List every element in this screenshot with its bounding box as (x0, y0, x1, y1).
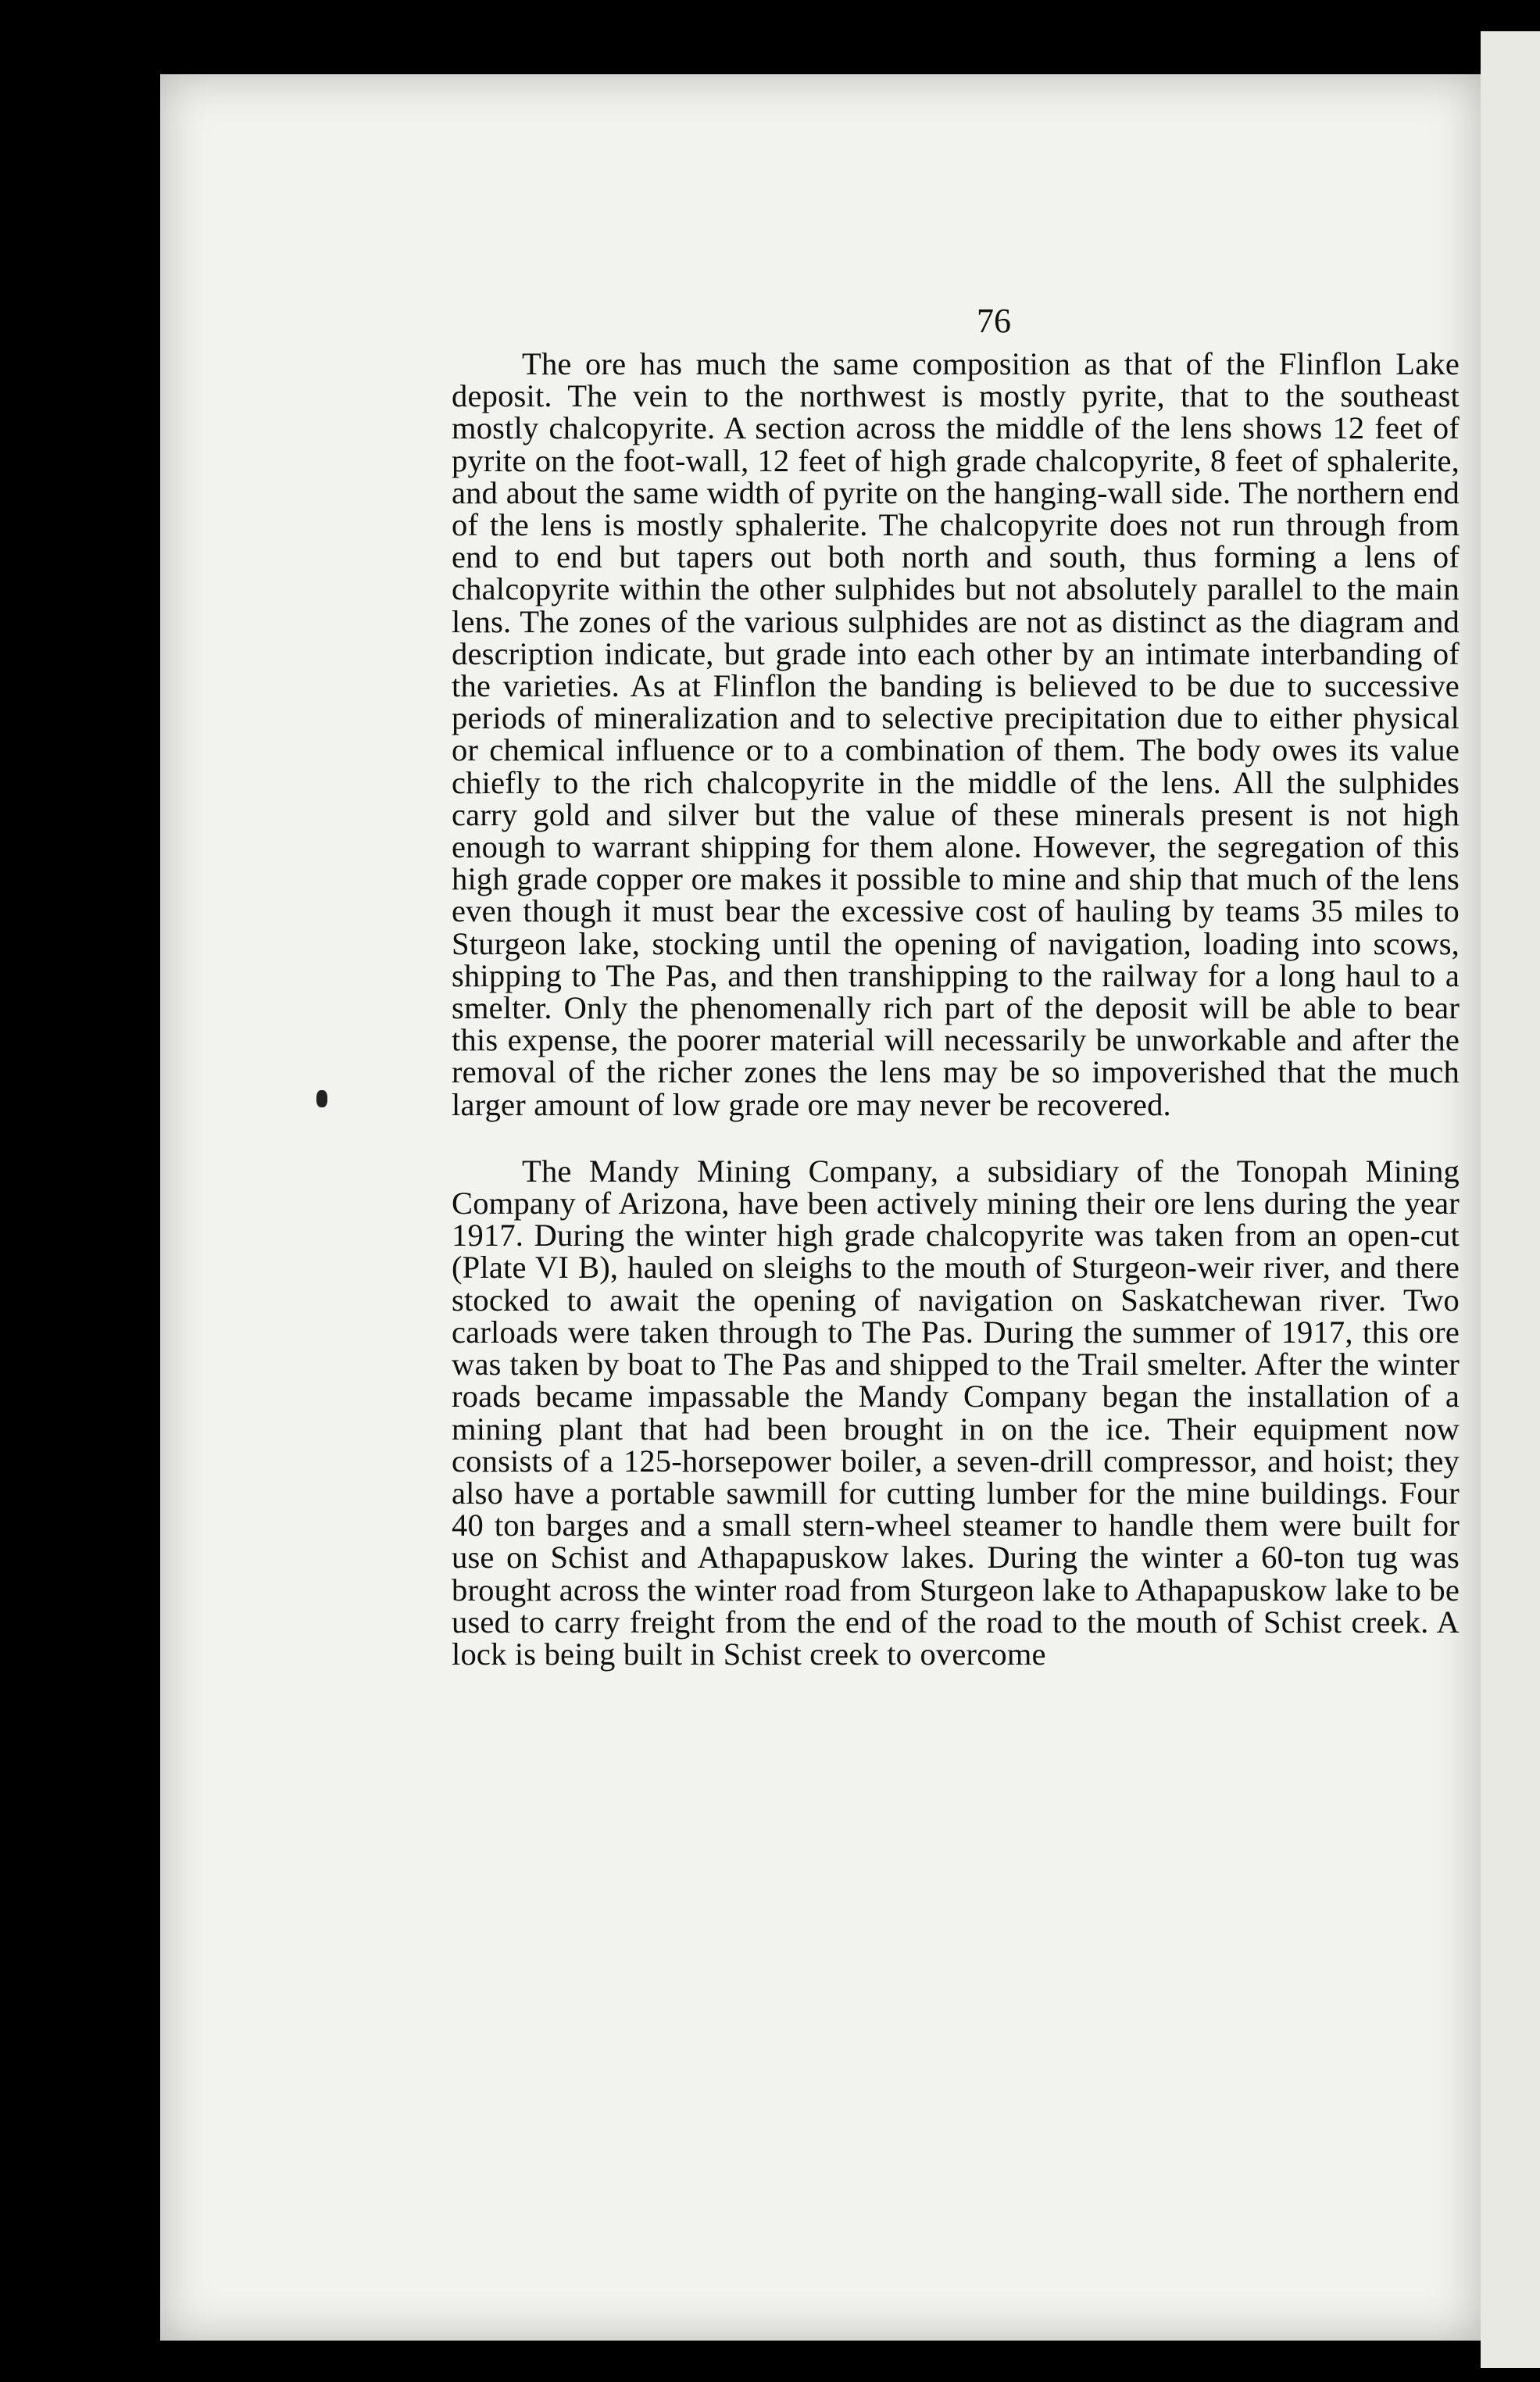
adjacent-page-edge (1481, 31, 1540, 2368)
scan-speck (316, 1090, 327, 1107)
paragraph-ore-composition: The ore has much the same composition as that of the Flinflon Lake deposit. The vein to the northwest is mostly pyrite, that to the southeast mostly chalcopyrite. A section across the middle of the lens shows 12 feet of pyrite on the foot-wall, 12 feet of high grade chalcopyrite, 8 feet of sphalerite, and about the same width of pyrite on the hanging-wall side. The northern end of the lens is mostly sphalerite. The chalcopyrite does not run through from end to end but tapers out both north and south, thus forming a lens of chalcopyrite within the other sulphides but not absolutely parallel to the main lens. The zones of the various sulphides are not as distinct as the diagram and description indicate, but grade into each other by an intimate interbanding of the varieties. As at Flinflon the banding is believed to be due to successive periods of mineralization and to selective precipitation due to either physical or chemical influence or to a combination of them. The body owes its value chiefly to the rich chalcopyrite in the middle of the lens. All the sulphides carry gold and silver but the value of these minerals present is not high enough to warrant shipping for them alone. However, the segregation of this high grade copper ore makes it possible to mine and ship that much of the lens even though it must bear the excessive cost of hauling by teams 35 miles to Sturgeon lake, stocking until the opening of navigation, loading into scows, shipping to The Pas, and then transhipping to the railway for a long haul to a smelter. Only the phenomenally rich part of the deposit will be able to bear this expense, the poorer material will necessarily be unworkable and after the removal of the richer zones the lens may be so impoverished that the much larger amount of low grade ore may never be recovered. (452, 346, 1460, 1122)
paragraph-mandy-mining: The Mandy Mining Company, a subsidiary of the Tonopah Mining Company of Arizona, have been actively mining their ore lens during the year 1917. During the winter high grade chalcopyrite was taken from an open-cut (Plate VI B), hauled on sleighs to the mouth of Sturgeon-weir river, and there stocked to await the opening of navigation on Saskatchewan river. Two carloads were taken through to The Pas. During the summer of 1917, this ore was taken by boat to The Pas and shipped to the Trail smelter. After the winter roads became impassable the Mandy Company began the installation of a mining plant that had been brought in on the ice. Their equipment now consists of a 125-horsepower boiler, a seven-drill compressor, and hoist; they also have a portable sawmill for cutting lumber for the mine buildings. Four 40 ton barges and a small stern-wheel steamer to handle them were built for use on Schist and Athapapuskow lakes. During the winter a 60-ton tug was brought across the winter road from Sturgeon lake to Athapapuskow lake to be used to carry freight from the end of the road to the mouth of Schist creek. A lock is being built in Schist creek to overcome (452, 1153, 1460, 1672)
page-number: 76 (977, 302, 1011, 340)
body-text (452, 348, 1460, 1670)
